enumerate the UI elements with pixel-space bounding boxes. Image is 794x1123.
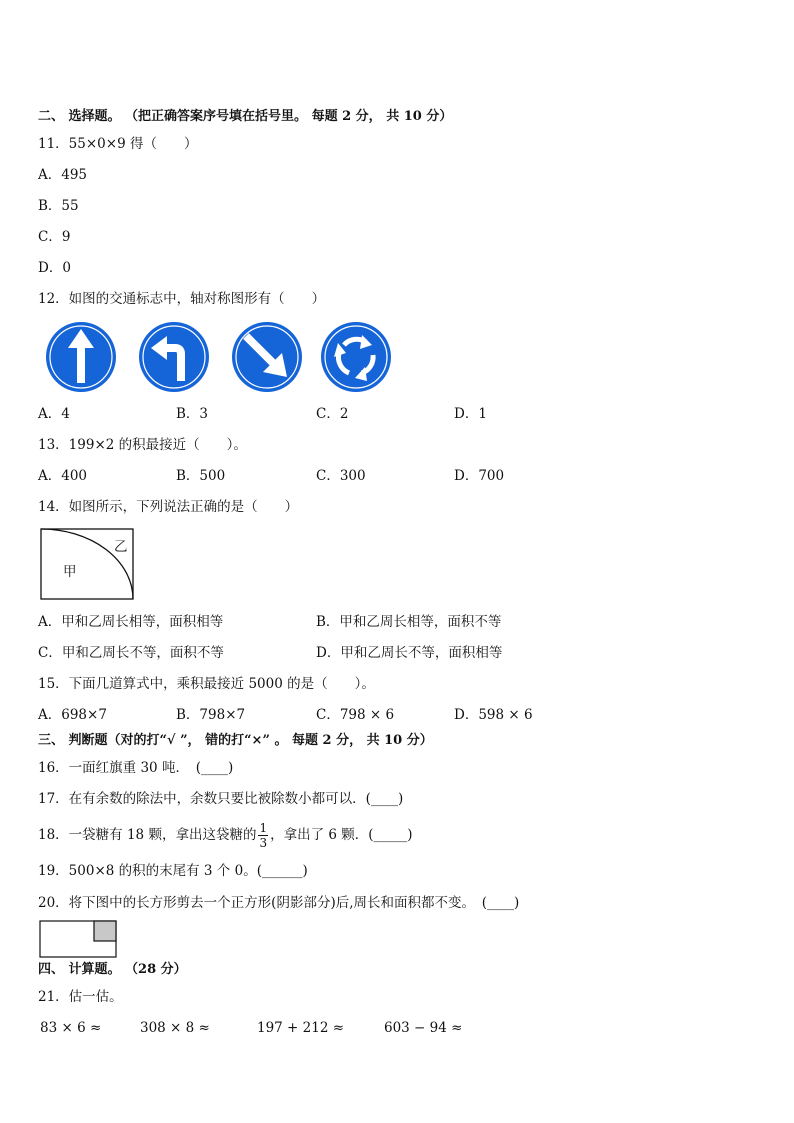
- question-14-option-b: B．甲和乙周长相等，面积不等: [316, 614, 502, 630]
- question-11-option-d: D．0: [38, 260, 71, 276]
- arrow-up-sign-icon: [45, 321, 117, 393]
- question-15-stem: 15．下面几道算式中，乘积最接近 5000 的是（ ）。: [38, 676, 375, 692]
- question-12-stem: 12．如图的交通标志中，轴对称图形有（ ）: [38, 291, 326, 307]
- figure-label-yi: 乙: [114, 539, 128, 555]
- question-14-stem: 14．如图所示，下列说法正确的是（ ）: [38, 499, 299, 515]
- section-3-heading: 三、 判断题（对的打“√ ”， 错的打“×” 。 每题 2 分， 共 10 分）: [38, 733, 433, 748]
- turn-left-sign-icon: [138, 321, 210, 393]
- question-18-text-before: 18．一袋糖有 18 颗，拿出这袋糖的: [38, 827, 257, 843]
- question-20: 20．将下图中的长方形剪去一个正方形(阴影部分)后,周长和面积都不变。 (____): [38, 895, 520, 911]
- question-15-option-a: A．698×7: [38, 707, 107, 723]
- estimate-item-4: 603 − 94 ≈: [384, 1020, 463, 1036]
- question-18-text-after: ，拿出了 6 颗．(_____): [270, 827, 413, 843]
- question-15-option-d: D．598 × 6: [454, 707, 533, 723]
- question-15-option-c: C．798 × 6: [316, 707, 395, 723]
- question-12-option-a: A．4: [38, 406, 70, 422]
- question-12-option-c: C．2: [316, 406, 349, 422]
- question-13-option-d: D．700: [454, 468, 505, 484]
- question-19: 19．500×8 的积的末尾有 3 个 0。(______): [38, 863, 308, 879]
- rectangle-with-shaded-square-figure: [39, 920, 117, 958]
- question-11-stem: 11．55×0×9 得（ ）: [38, 136, 198, 152]
- figure-label-jia: 甲: [63, 564, 77, 580]
- roundabout-sign-icon: [320, 321, 392, 393]
- fraction-numerator: 1: [259, 821, 268, 835]
- question-13-stem: 13．199×2 的积最接近（ ）。: [38, 437, 247, 453]
- question-15-option-b: B．798×7: [176, 707, 246, 723]
- fraction-one-third: [258, 821, 268, 850]
- question-12-option-b: B．3: [176, 406, 209, 422]
- question-11-option-b: B．55: [38, 198, 79, 214]
- question-21-stem: 21．估一估。: [38, 989, 123, 1005]
- question-11-option-a: A．495: [38, 167, 88, 183]
- question-16: 16．一面红旗重 30 吨． (____): [38, 760, 234, 776]
- question-17: 17．在有余数的除法中，余数只要比被除数小都可以．(____): [38, 791, 404, 807]
- estimate-item-2: 308 × 8 ≈: [140, 1020, 210, 1036]
- fraction-denominator: 3: [259, 836, 268, 850]
- question-14-option-c: C．甲和乙周长不等，面积不等: [38, 645, 224, 661]
- question-11-option-c: C．9: [38, 229, 71, 245]
- question-13-option-a: A．400: [38, 468, 88, 484]
- question-12-option-d: D．1: [454, 406, 487, 422]
- question-14-option-d: D．甲和乙周长不等，面积相等: [316, 645, 503, 661]
- question-18: [38, 818, 413, 852]
- section-2-heading: 二、 选择题。 （把正确答案序号填在括号里。 每题 2 分， 共 10 分）: [38, 109, 453, 124]
- section-4-heading: 四、 计算题。 （28 分）: [38, 962, 187, 977]
- estimate-item-1: 83 × 6 ≈: [40, 1020, 102, 1036]
- question-13-option-c: C．300: [316, 468, 366, 484]
- estimate-item-3: 197 + 212 ≈: [257, 1020, 345, 1036]
- question-14-option-a: A．甲和乙周长相等，面积相等: [38, 614, 224, 630]
- arrow-down-right-sign-icon: [231, 321, 303, 393]
- question-13-option-b: B．500: [176, 468, 226, 484]
